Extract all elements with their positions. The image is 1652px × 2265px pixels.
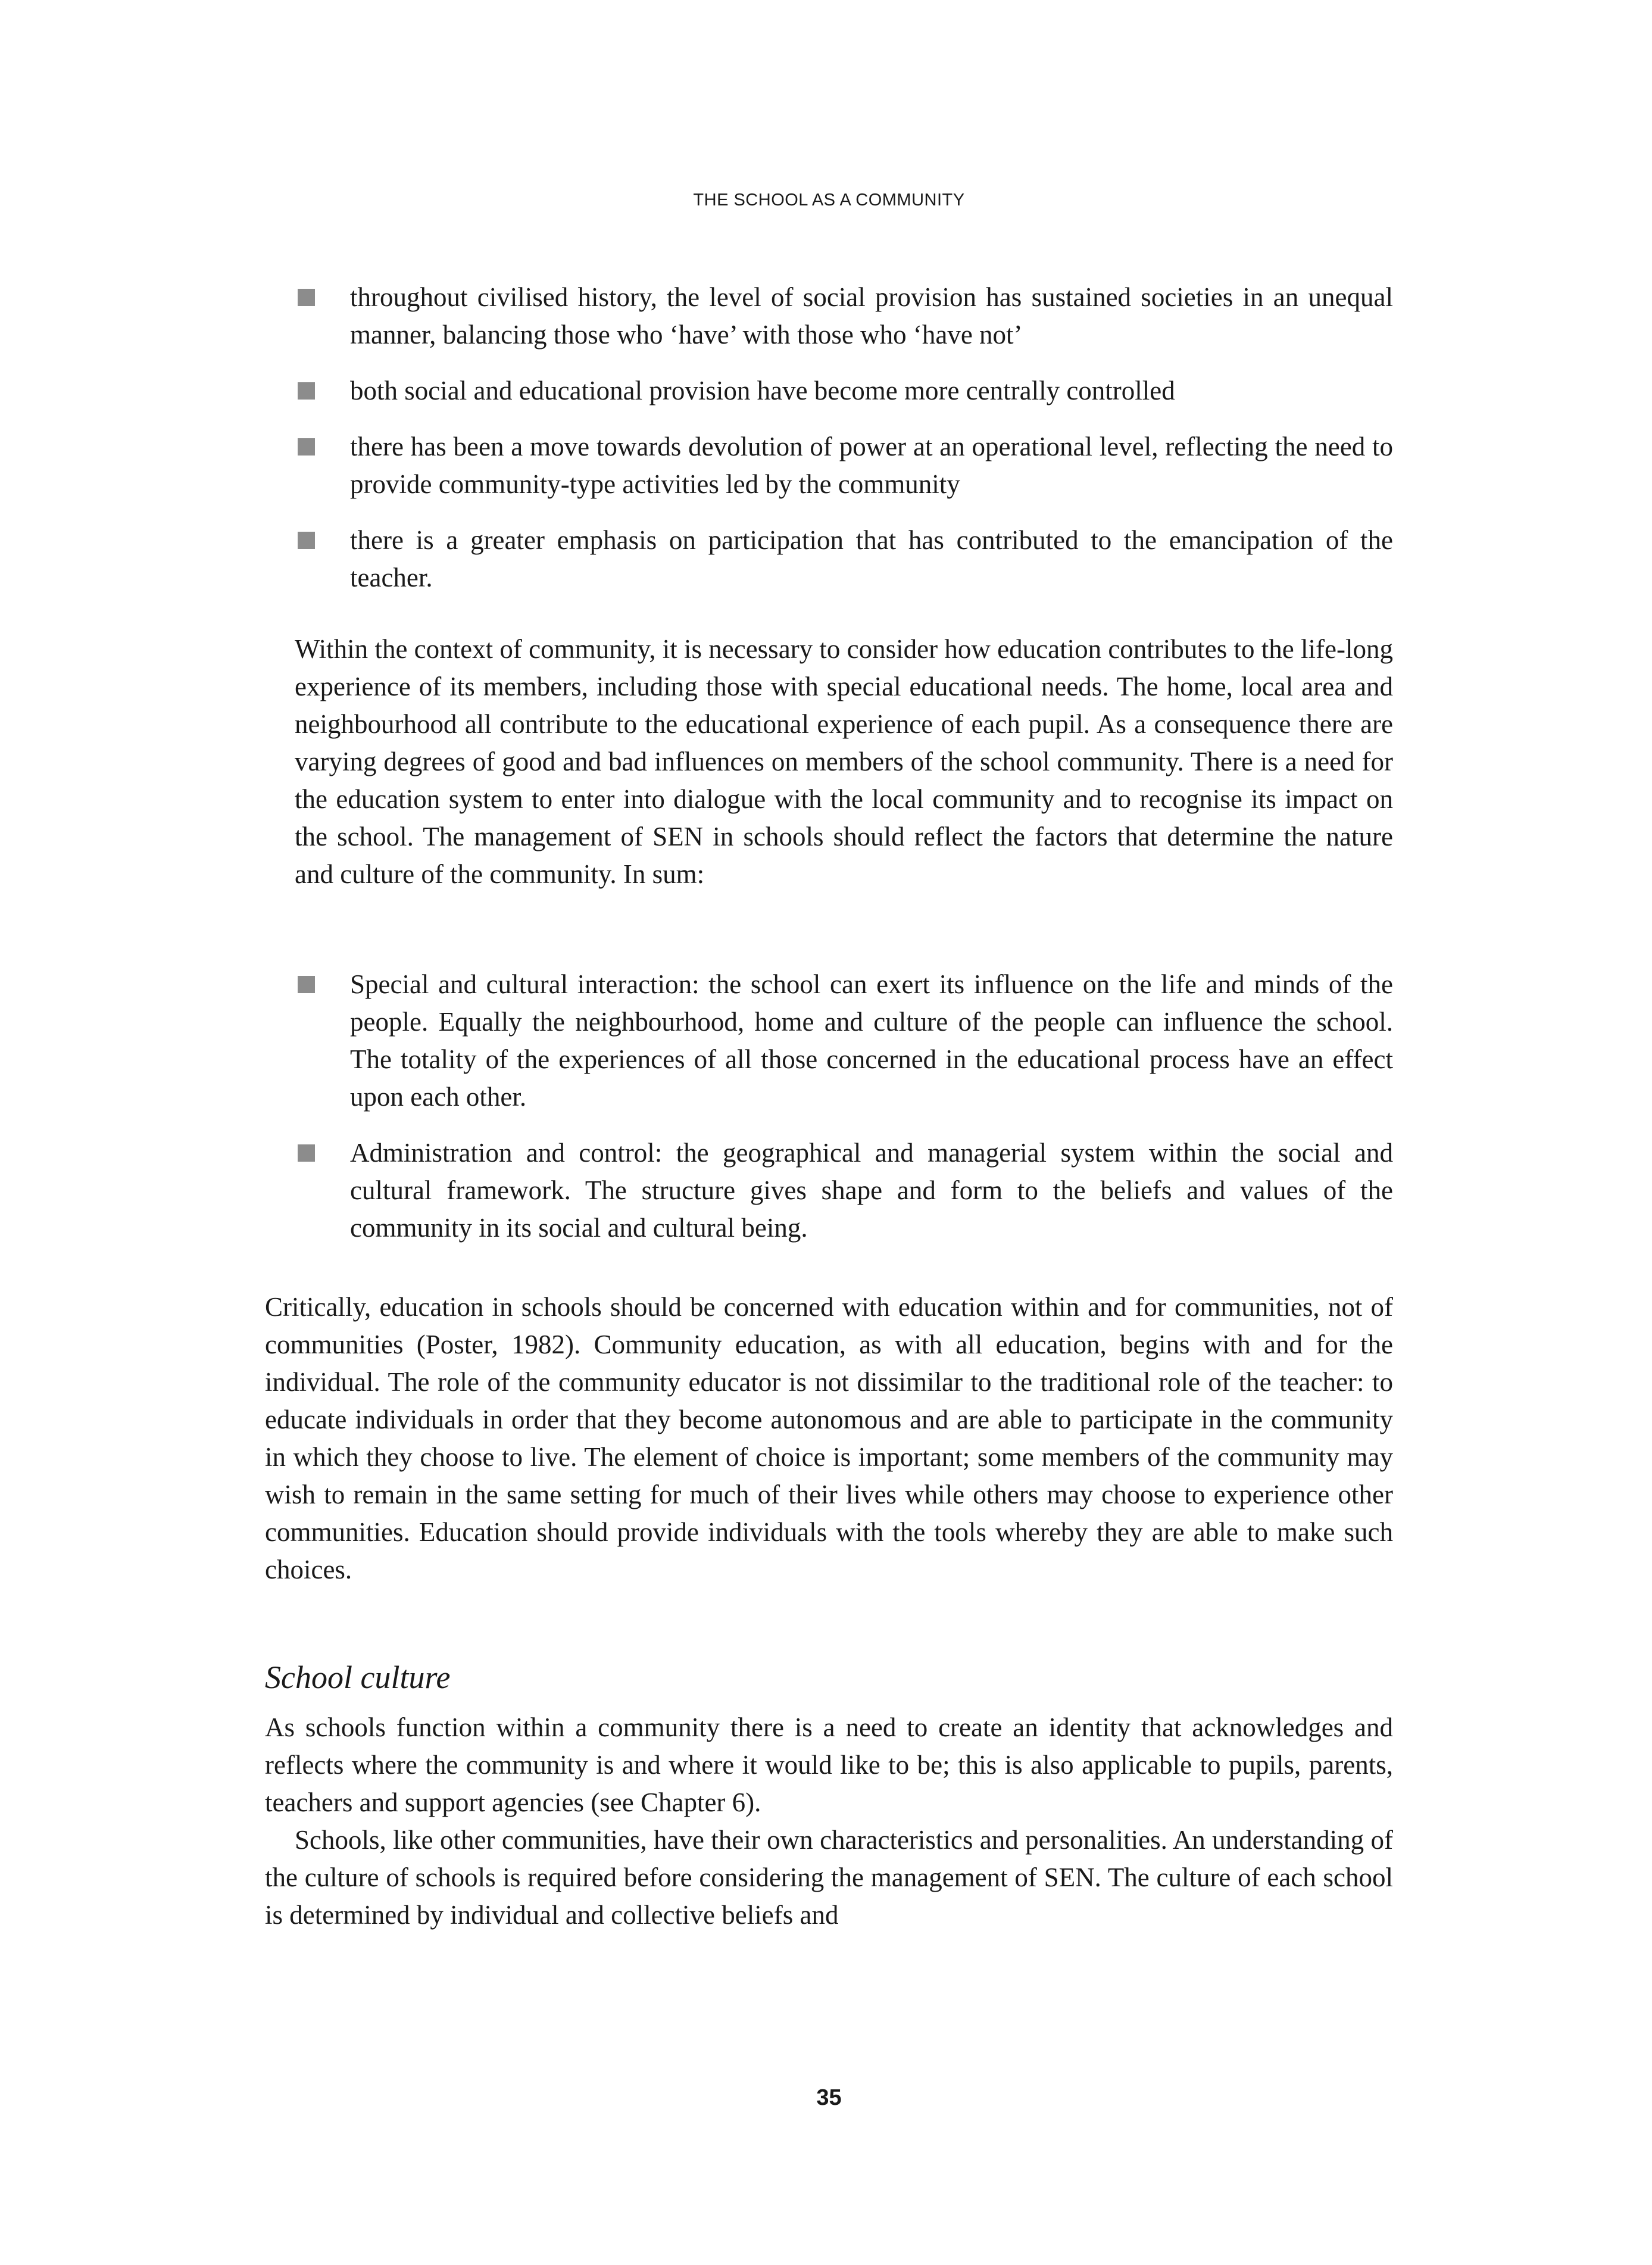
bullet-item [298,1134,1393,1247]
page-number: 35 [816,2085,842,2110]
square-bullet-icon [298,976,315,993]
square-bullet-icon [298,382,315,400]
paragraph-text: Schools, like other communities, have their own characteristics and personalities. An understanding of the culture of schools is required before considering the management of SEN. The culture of each school is determined by individual and collective beliefs and [265,1825,1393,1930]
paragraph-within-context [295,631,1393,893]
bullet-item [298,279,1393,354]
paragraph-critically [265,1289,1393,1589]
bullet-list-top [298,279,1393,615]
square-bullet-icon [298,289,315,306]
bullet-text: there has been a move towards devolution of power at an operational level, reflecting the need to provide community-type activities led by the community [350,432,1393,499]
square-bullet-icon [298,1144,315,1162]
bullet-item [298,966,1393,1116]
bullet-item [298,372,1393,410]
paragraph-text: As schools function within a community there is a need to create an identity that acknowledges and reflects where the community is and where it would like to be; this is also applicable to pupils, parents, teachers and support agencies (see Chapter 6). [265,1712,1393,1817]
paragraph-text: Critically, education in schools should be concerned with education within and for communities, not of communities (Poster, 1982). Community education, as with all education, begins with and for the individual. The role of the community educator is not dissimilar to the traditional role of the teacher: to educate individuals in order that they become autonomous and are able to participate in the community in which they choose to live. The element of choice is important; some members of the community may wish to remain in the same setting for much of their lives while others may choose to experience other communities. Education should provide individuals with the tools whereby they are able to make such choices. [265,1292,1393,1584]
bullet-text: Special and cultural interaction: the school can exert its influence on the life and minds of the people. Equally the neighbourhood, home and culture of the people can influence the school. The totality of the experiences of all those concerned in the educational process have an effect upon each other. [350,969,1393,1112]
square-bullet-icon [298,438,315,456]
bullet-text: Administration and control: the geographical and managerial system within the social and cultural framework. The structure gives shape and form to the beliefs and values of the community in its social and cultural being. [350,1138,1393,1243]
section-body-school-culture [265,1709,1393,1934]
bullet-list-summary [298,966,1393,1265]
running-head: THE SCHOOL AS A COMMUNITY [693,191,965,210]
section-heading: School culture [265,1659,451,1695]
paragraph-text: Within the context of community, it is necessary to consider how education contributes to the life-long experience of its members, including those with special educational needs. The home, local area and neighbourhood all contribute to the educational experience of each pupil. As a consequence there are varying degrees of good and bad influences on members of the school community. There is a need for the education system to enter into dialogue with the local community and to recognise its impact on the school. The management of SEN in schools should reflect the factors that determine the nature and culture of the community. In sum: [295,634,1393,889]
square-bullet-icon [298,532,315,549]
bullet-item [298,522,1393,597]
bullet-text: both social and educational provision have become more centrally controlled [350,376,1175,405]
bullet-text: throughout civilised history, the level of social provision has sustained societies in an unequal manner, balancing those who ‘have’ with those who ‘have not’ [350,282,1393,350]
bullet-item [298,428,1393,503]
bullet-text: there is a greater emphasis on participation that has contributed to the emancipation of the teacher. [350,525,1393,592]
